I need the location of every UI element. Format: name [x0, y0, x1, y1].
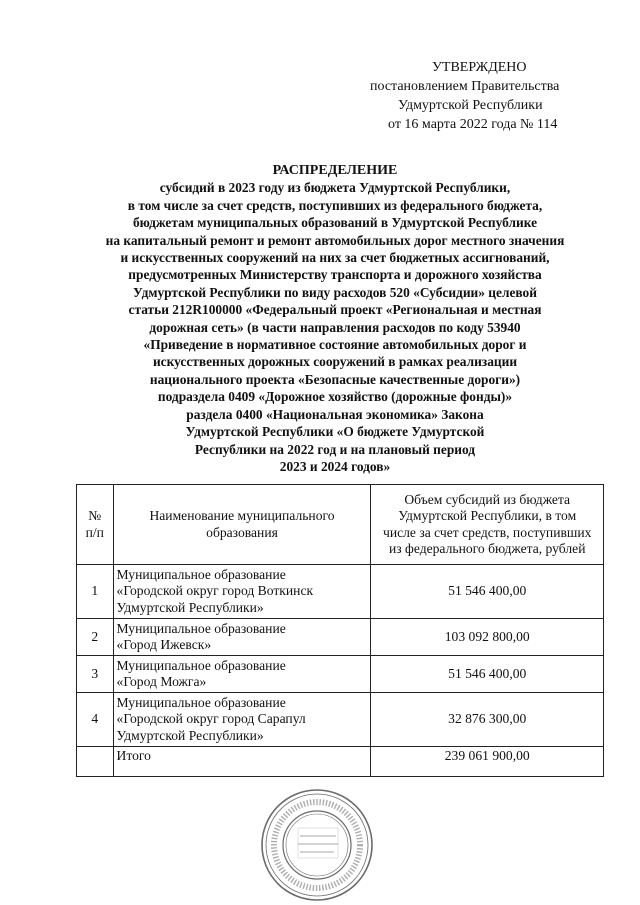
title-line: в том числе за счет средств, поступивших из федерального бюджета,	[127, 197, 543, 213]
title-line: на капитальный ремонт и ремонт автомобильных дорог местного значения	[105, 232, 565, 248]
row-number: 2	[77, 619, 114, 656]
title-line: национального проекта «Безопасные качественные дороги»)	[149, 371, 521, 387]
approval-line: Удмуртской Республики	[398, 98, 543, 113]
table-row	[77, 619, 604, 656]
row-number: 4	[77, 693, 114, 747]
title-line: «Приведение в нормативное состояние автомобильных дорог и	[143, 337, 527, 353]
distribution-table	[76, 484, 604, 777]
header-number: № п/п	[77, 485, 114, 565]
document-heading: РАСПРЕДЕЛЕНИЕ	[272, 163, 398, 178]
municipality-name: Муниципальное образование «Город Ижевск»	[113, 619, 371, 656]
approval-line: постановлением Правительства	[370, 79, 560, 94]
approval-block	[360, 58, 610, 134]
title-line: подраздела 0409 «Дорожное хозяйство (дорожные фонды)»	[157, 389, 513, 405]
table-row	[77, 656, 604, 693]
title-line: предусмотренных Министерству транспорта и дорожного хозяйства	[128, 267, 542, 283]
table-header-row	[77, 485, 604, 565]
title-line: и искусственных сооружений на них за счет бюджетных ассигнований,	[120, 250, 550, 266]
document-title	[40, 162, 630, 475]
table-row	[77, 693, 604, 747]
title-line: искусственных дорожных сооружений в рамках реализации	[152, 354, 518, 370]
total-row	[77, 747, 604, 777]
approval-date: от 16 марта 2022 года № 114	[388, 117, 558, 132]
municipality-name: Муниципальное образование «Город Можга»	[113, 656, 371, 693]
title-line: дорожная сеть» (в части направления расходов по коду 53940	[149, 319, 521, 335]
total-amount: 239 061 900,00	[371, 747, 604, 777]
title-line: Удмуртской Республики по виду расходов 520 «Субсидии» целевой	[133, 284, 537, 300]
row-number: 1	[77, 565, 114, 619]
table-row	[77, 565, 604, 619]
subsidy-amount: 103 092 800,00	[371, 619, 604, 656]
total-number-cell	[77, 747, 114, 777]
row-number: 3	[77, 656, 114, 693]
municipality-name: Муниципальное образование «Городской округ город Воткинск Удмуртской Республики»	[113, 565, 371, 619]
title-line: бюджетам муниципальных образований в Удмуртской Республике	[132, 215, 538, 231]
subsidy-amount: 51 546 400,00	[371, 565, 604, 619]
municipality-name: Муниципальное образование «Городской округ город Сарапул Удмуртской Республики»	[113, 693, 371, 747]
title-line: раздела 0400 «Национальная экономика» Закона	[186, 406, 484, 422]
title-line: субсидий в 2023 году из бюджета Удмуртской Республики,	[159, 180, 511, 196]
subsidy-amount: 32 876 300,00	[371, 693, 604, 747]
title-line: 2023 и 2024 годов»	[279, 458, 391, 474]
subsidy-amount: 51 546 400,00	[371, 656, 604, 693]
title-line: статьи 212R100000 «Федеральный проект «Региональная и местная	[128, 302, 542, 318]
total-label: Итого	[113, 747, 371, 777]
title-line: Республики на 2022 год и на плановый период	[194, 441, 476, 457]
title-line: Удмуртской Республики «О бюджете Удмуртской	[185, 424, 485, 440]
header-municipality: Наименование муниципального образования	[113, 485, 371, 565]
header-subsidy-amount: Объем субсидий из бюджета Удмуртской Республики, в том числе за счет средств, поступивших из федерального бюджета, рублей	[371, 485, 604, 565]
official-seal-stamp	[258, 786, 376, 904]
approval-title: УТВЕРЖДЕНО	[432, 60, 527, 75]
